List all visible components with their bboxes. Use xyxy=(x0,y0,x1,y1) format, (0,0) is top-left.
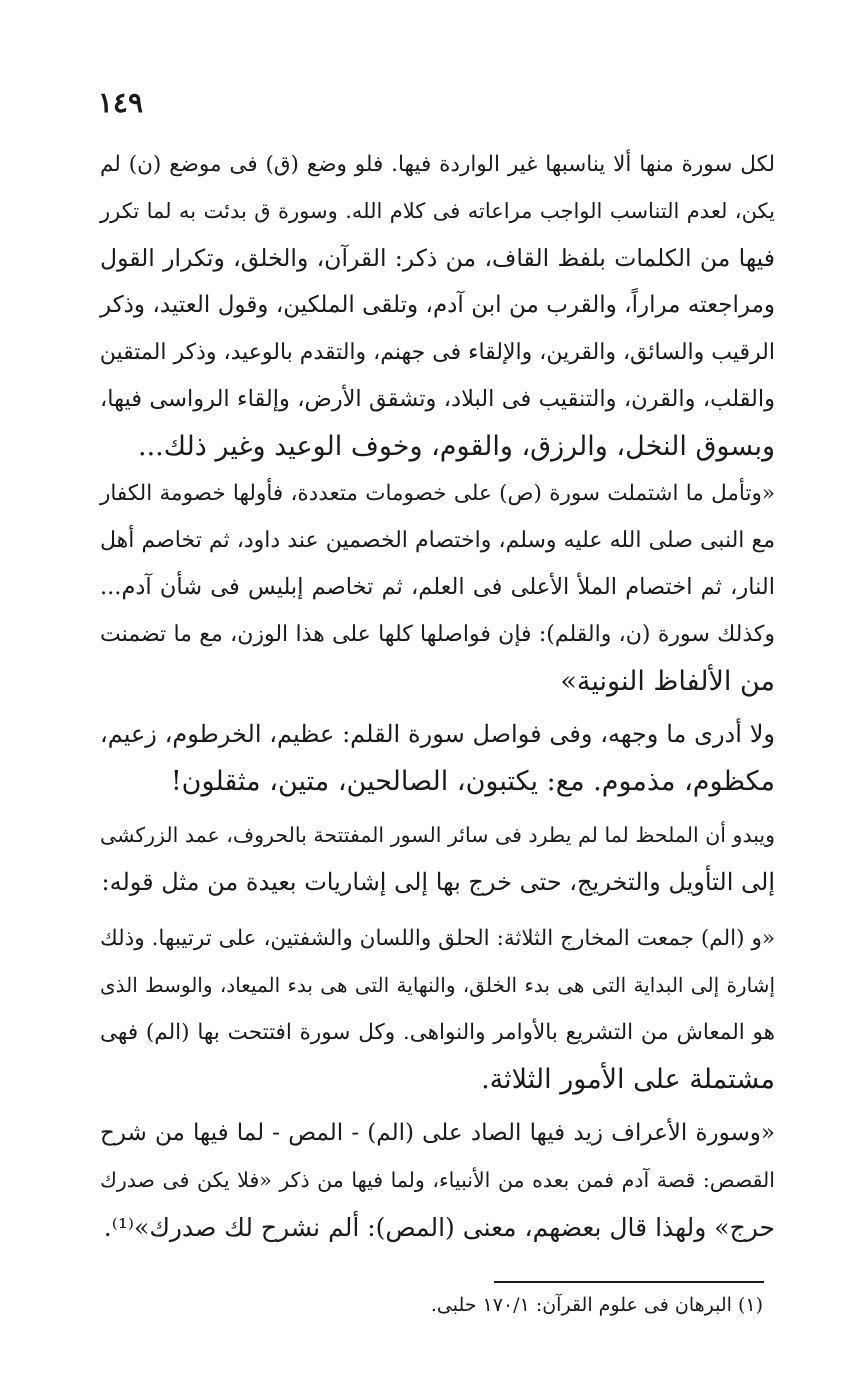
paragraph-6 xyxy=(100,1110,775,1251)
text-line: حرج» ولهذا قال بعضهم، معنى (المص): ألم نشرح لك صدرك»⁽¹⁾. xyxy=(103,1213,775,1242)
text-line: إشارة إلى البداية التى هى بدء الخلق، والنهاية التى هى بدء الميعاد، والوسط الذى xyxy=(100,973,775,997)
text-line: القصص: قصة آدم فمن بعده من الأنبياء، ولما فيها من ذكر «فلا يكن فى صدرك xyxy=(100,1168,775,1192)
text-line: يكن، لعدم التناسب الواجب مراعاته فى كلام الله. وسورة ق بدئت به لما تكرر xyxy=(100,199,775,223)
text-line: «وتأمل ما اشتملت سورة (ص) على خصومات متعددة، فأولها خصومة الكفار xyxy=(100,481,775,506)
text-line: «و (الم) جمعت المخارج الثلاثة: الحلق واللسان والشفتين، على ترتيبها. وذلك xyxy=(100,926,775,951)
text-line: لكل سورة منها ألا يناسبها غير الواردة فيها. فلو وضع (ق) فى موضع (ن) لم xyxy=(100,152,775,177)
text-line: وبسوق النخل، والرزق، والقوم، وخوف الوعيد وغير ذلك... xyxy=(138,431,775,462)
footnote: (١) البرهان فى علوم القرآن: ١٧٠/١ حلبى. xyxy=(430,1294,763,1316)
paragraph-2 xyxy=(100,470,775,705)
paragraph-5 xyxy=(100,915,775,1103)
text-line: ولا أدرى ما وجهه، وفى فواصل سورة القلم: عظيم، الخرطوم، زعيم، xyxy=(100,720,775,748)
paragraph-4 xyxy=(100,812,775,906)
text-line: إلى التأويل والتخريج، حتى خرج بها إلى إشاريات بعيدة من مثل قوله: xyxy=(101,868,775,896)
text-line: من الألفاظ النونية» xyxy=(560,666,775,697)
page-number: ١٤٩ xyxy=(97,86,143,119)
text-line: الرقيب والسائق، والقرين، والإلقاء فى جهنم، والتقدم بالوعيد، وذكر المتقين xyxy=(99,340,775,365)
footnote-separator xyxy=(494,1281,764,1283)
text-line: هو المعاش من التشريع بالأوامر والنواهى. وكل سورة افتتحت بها (الم) فهى xyxy=(100,1020,775,1045)
text-line: مع النبى صلى الله عليه وسلم، واختصام الخصمين عند داود، ثم تخاصم أهل xyxy=(100,528,775,553)
text-line: «وسورة الأعراف زيد فيها الصاد على (الم) - المص - لما فيها من شرح xyxy=(100,1120,775,1146)
text-line: ويبدو أن الملحظ لما لم يطرد فى سائر السور المفتتحة بالحروف، عمد الزركشى xyxy=(100,823,775,847)
text-line: وكذلك سورة (ن، والقلم): فإن فواصلها كلها على هذا الوزن، مع ما تضمنت xyxy=(100,622,775,647)
paragraph-3 xyxy=(100,711,775,805)
paragraph-1 xyxy=(100,141,775,470)
text-line: مشتملة على الأمور الثلاثة. xyxy=(481,1064,775,1095)
text-line: ومراجعته مراراً، والقرب من ابن آدم، وتلقى الملكين، وقول العتيد، وذكر xyxy=(100,292,775,318)
text-line: النار، ثم اختصام الملأ الأعلى فى العلم، ثم تخاصم إبليس فى شأن آدم... xyxy=(100,574,775,600)
text-line: فيها من الكلمات بلفظ القاف، من ذكر: القرآن، والخلق، وتكرار القول xyxy=(100,244,775,272)
text-line: والقلب، والقرن، والتنقيب فى البلاد، وتشقق الأرض، وإلقاء الرواسى فيها، xyxy=(100,386,775,412)
text-line: مكظوم، مذموم. مع: يكتبون، الصالحين، متين، مثقلون! xyxy=(170,766,775,797)
